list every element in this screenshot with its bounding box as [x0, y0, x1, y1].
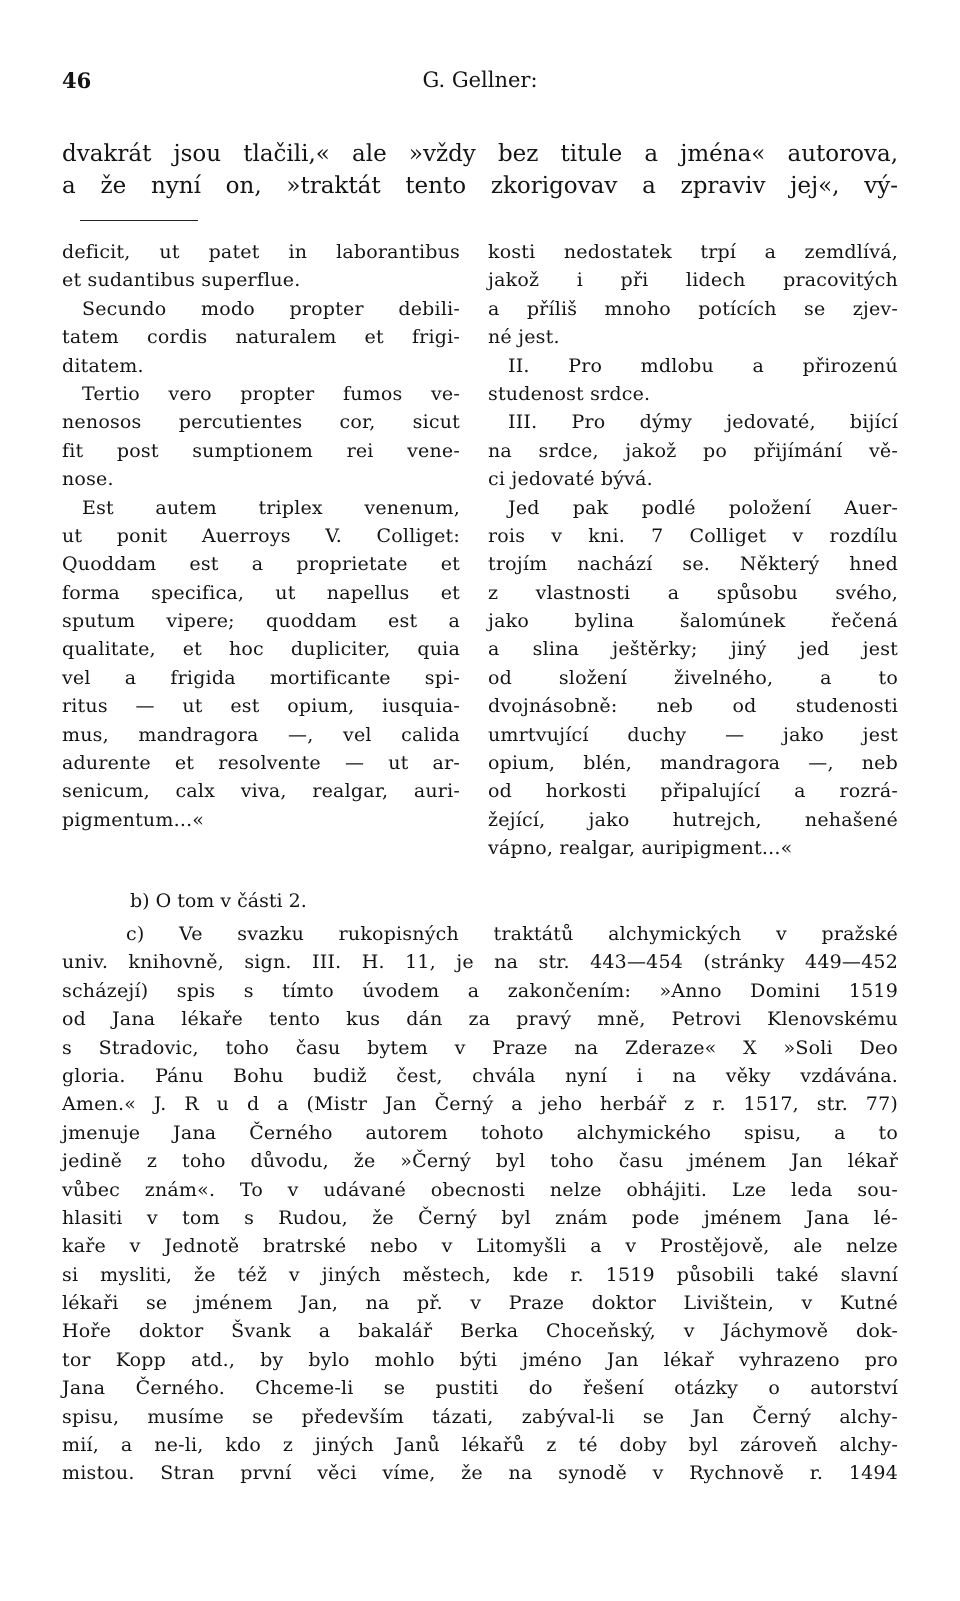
footnote-line: Amen.« J. R u d a (Mistr Jan Černý a jeho herbář z r. 1517, str. 77): [62, 1093, 898, 1116]
czech-line: ci jedovaté bývá.: [488, 468, 653, 491]
running-title: G. Gellner:: [422, 68, 538, 92]
latin-line: Secundo modo propter debili-: [82, 297, 460, 320]
footnote-line: c) Ve svazku rukopisných traktátů alchymických v pražské: [126, 923, 898, 945]
footnote-line: tor Kopp atd., by bylo mohlo býti jméno Jan lékař vyhrazeno pro: [62, 1348, 898, 1371]
latin-line: vel a frigida mortificante spi-: [62, 666, 460, 689]
footnote-line: si mysliti, že též v jiných městech, kde r. 1519 působili také slavní: [62, 1263, 898, 1286]
footnote-rule: [80, 220, 198, 221]
footnote-b: b) O tom v části 2.: [130, 890, 307, 912]
czech-line: žející, jako hutrejch, nehašené: [488, 808, 898, 831]
latin-line: ditatem.: [62, 354, 144, 377]
latin-line: Quoddam est a proprietate et: [62, 553, 460, 576]
latin-line: deficit, ut patet in laborantibus: [62, 241, 460, 263]
czech-line: kosti nedostatek trpí a zemdlívá,: [488, 241, 898, 263]
czech-line: dvojnásobně: neb od studenosti: [488, 695, 898, 718]
czech-line: II. Pro mdlobu a přirozenú: [508, 354, 898, 377]
latin-line: nenosos percutientes cor, sicut: [62, 411, 460, 434]
main-text: [62, 138, 898, 202]
footnote-line: mistou. Stran první věci víme, že na synodě v Rychnově r. 1494: [62, 1462, 898, 1485]
footnote-line: Jana Černého. Chceme-li se pustiti do řešení otázky o autorství: [62, 1377, 898, 1400]
czech-line: od horkosti připalující a rozrá-: [488, 780, 898, 803]
footnote-line: hlasiti v tom s Rudou, že Černý byl znám pode jménem Jana lé-: [62, 1206, 898, 1229]
czech-line: na srdce, jakož po přijímání vě-: [488, 439, 898, 462]
czech-column: [488, 238, 898, 863]
latin-column: [62, 238, 460, 834]
latin-line: adurente et resolvente — ut ar-: [62, 752, 460, 775]
page-header: [62, 68, 898, 98]
czech-line: od složení živelného, a to: [488, 666, 898, 689]
footnote-line: mií, a ne-li, kdo z jiných Janů lékařů z té doby byl zároveň alchy-: [62, 1434, 898, 1457]
footnote-line: gloria. Pánu Bohu budiž čest, chvála nyní i na věky vzdávána.: [62, 1064, 898, 1087]
latin-line: qualitate, et hoc dupliciter, quia: [62, 638, 460, 661]
czech-line: a slina ještěrky; jiný jed jest: [488, 638, 898, 661]
czech-line: trojím nachází se. Některý hned: [488, 553, 898, 576]
czech-line: jakož i při lidech pracovitých: [488, 269, 898, 292]
latin-line: Est autem triplex venenum,: [82, 496, 460, 519]
latin-line: ritus — ut est opium, iusquia-: [62, 695, 460, 718]
czech-line: III. Pro dýmy jedovaté, bijící: [508, 411, 898, 434]
footnote-line: scházejí) spis s tímto úvodem a zakončením: »Anno Domini 1519: [62, 979, 898, 1002]
latin-line: tatem cordis naturalem et frigi-: [62, 326, 460, 349]
footnote-line: vůbec znám«. To v udávané obecnosti nelze obhájiti. Lze leda sou-: [62, 1178, 898, 1201]
text-line: dvakrát jsou tlačili,« ale »vždy bez titule a jména« autorova,: [62, 141, 898, 167]
footnote-line: spisu, musíme se především tázati, zabýval-li se Jan Černý alchy-: [62, 1405, 898, 1428]
footnote-line: jmenuje Jana Černého autorem tohoto alchymického spisu, a to: [62, 1121, 898, 1144]
footnote-line: s Stradovic, toho času bytem v Praze na Zderaze« X »Soli Deo: [62, 1036, 898, 1059]
latin-line: nose.: [62, 468, 114, 491]
footnote-line: lékaři se jménem Jan, na př. v Praze doktor Livištein, v Kutné: [62, 1292, 898, 1315]
latin-line: ut ponit Auerroys V. Colliget:: [62, 524, 460, 547]
latin-line: forma specifica, ut napellus et: [62, 581, 460, 604]
latin-line: sputum vipere; quoddam est a: [62, 610, 460, 633]
czech-line: umrtvující duchy — jako jest: [488, 723, 898, 746]
footnote-line: jedině z toho důvodu, že »Černý byl toho času jménem Jan lékař: [62, 1150, 898, 1173]
latin-line: senicum, calx viva, realgar, auri-: [62, 780, 460, 803]
footnote-line: Hoře doktor Švank a bakalář Berka Choceňský, v Jáchymově dok-: [62, 1320, 898, 1343]
czech-line: rois v kni. 7 Colliget v rozdílu: [488, 524, 898, 547]
page-number: 46: [62, 68, 92, 93]
latin-line: mus, mandragora —, vel calida: [62, 723, 460, 746]
czech-line: jako bylina šalomúnek řečená: [488, 610, 898, 633]
footnote-line: kaře v Jednotě bratrské nebo v Litomyšli a v Prostějově, ale nelze: [62, 1235, 898, 1258]
czech-line: a příliš mnoho potících se zjev-: [488, 297, 898, 320]
czech-line: né jest.: [488, 326, 560, 349]
footnote-line: od Jana lékaře tento kus dán za pravý mně, Petrovi Klenovskému: [62, 1008, 898, 1031]
czech-line: Jed pak podlé položení Auer-: [508, 496, 898, 519]
latin-line: fit post sumptionem rei vene-: [62, 439, 460, 462]
latin-line: pigmentum...«: [62, 808, 205, 831]
footnote-line: univ. knihovně, sign. III. H. 11, je na str. 443—454 (stránky 449—452: [62, 951, 898, 974]
text-line: a že nyní on, »traktát tento zkorigovav a zpraviv jej«, vý-: [62, 173, 898, 199]
czech-line: z vlastnosti a spůsobu svého,: [488, 581, 898, 604]
latin-line: Tertio vero propter fumos ve-: [82, 382, 460, 405]
footnote-c: [62, 920, 898, 1488]
czech-line: studenost srdce.: [488, 382, 651, 405]
czech-line: vápno, realgar, auripigment...«: [488, 837, 793, 860]
latin-line: et sudantibus superflue.: [62, 269, 301, 292]
czech-line: opium, blén, mandragora —, neb: [488, 752, 898, 775]
